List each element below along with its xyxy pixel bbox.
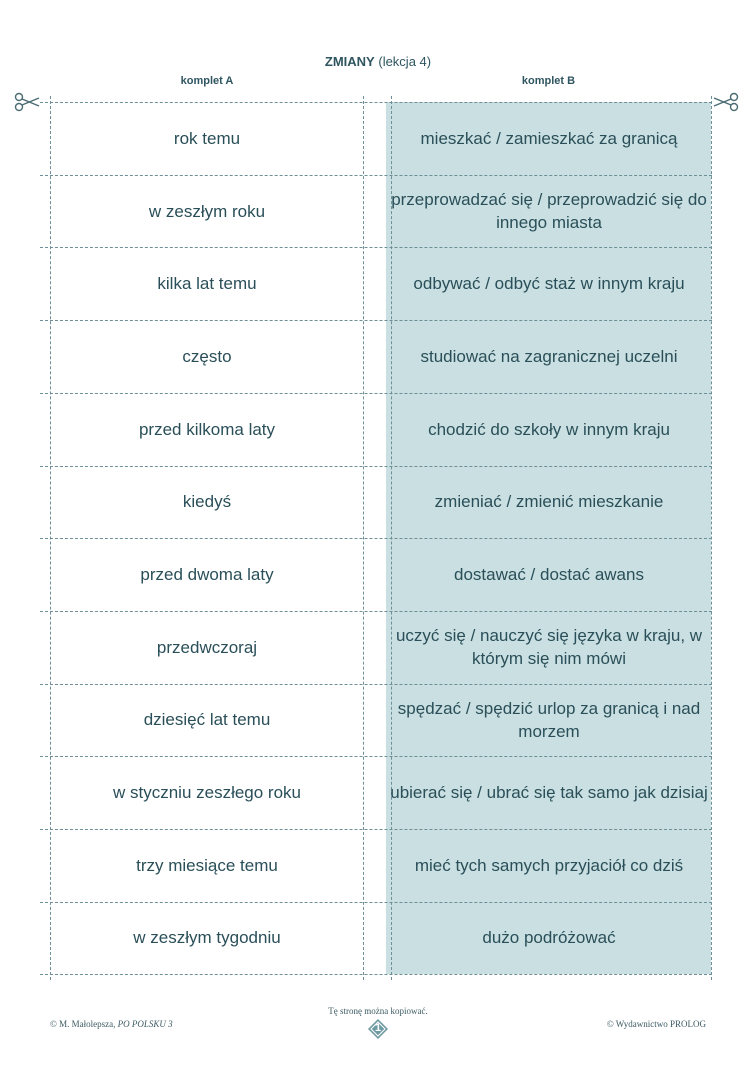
card-set-b: mieszkać / zamieszkać za granicą [420,128,678,148]
card-set-a: przed kilkoma laty [138,419,276,439]
card-set-a: przed dwoma laty [140,564,274,584]
card-set-b: chodzić do szkoły w innym kraju [428,419,670,439]
card-set-b: odbywać / odbyć staż w innym kraju [413,274,685,294]
card-row [0,684,756,757]
column-a-label: komplet A [180,75,234,87]
card-set-b: uczyć się / nauczyć się języka w kraju, w którym się nim mówi [395,626,703,669]
card-set-b: dużo podróżować [482,928,616,948]
card-row [0,756,756,829]
card-set-b: przeprowadzać się / przeprowadzić się do innego miasta [391,190,707,233]
card-set-a: w styczniu zeszłego roku [112,783,302,803]
page-number: 1 [374,1022,382,1034]
card-set-a: w zeszłym roku [148,201,266,221]
cut-line-horizontal [40,974,712,975]
card-row [0,102,756,175]
card-row [0,320,756,393]
card-row [0,247,756,320]
page-title [0,54,756,69]
title-bold: ZMIANY [324,54,375,69]
card-grid [0,102,756,974]
title-lesson: (lekcja 4) [378,54,432,69]
card-set-a: przedwczoraj [156,637,258,657]
footer-publisher: © Wydawnictwo PROLOG [606,1019,706,1029]
footer-copy-note: Tę stronę można kopiować. [328,1006,428,1016]
card-set-a: często [182,346,232,366]
card-row [0,611,756,684]
card-rows [0,102,756,974]
card-row [0,175,756,248]
footer-author-text: © M. Małolepsza, [50,1019,118,1029]
footer-book-title: PO POLSKU 3 [117,1019,173,1029]
card-set-b: ubierać się / ubrać się tak samo jak dzisiaj [390,783,708,803]
card-row [0,829,756,902]
card-set-b: spędzać / spędzić urlop za granicą i nad morzem [397,698,701,741]
card-set-a: kilka lat temu [157,274,257,294]
footer-author [50,1019,173,1029]
card-row [0,538,756,611]
card-set-a: kiedyś [182,492,232,512]
column-b-label: komplet B [521,75,576,87]
card-set-b: studiować na zagranicznej uczelni [420,346,678,366]
card-set-a: w zeszłym tygodniu [133,928,281,948]
card-row [0,465,756,538]
card-set-a: rok temu [173,128,241,148]
card-set-a: dziesięć lat temu [143,710,271,730]
card-row [0,902,756,975]
card-row [0,393,756,466]
card-set-b: zmieniać / zmienić mieszkanie [434,492,664,512]
card-set-b: mieć tych samych przyjaciół co dziś [414,855,684,875]
card-set-b: dostawać / dostać awans [454,564,644,584]
card-set-a: trzy miesiące temu [136,855,278,875]
